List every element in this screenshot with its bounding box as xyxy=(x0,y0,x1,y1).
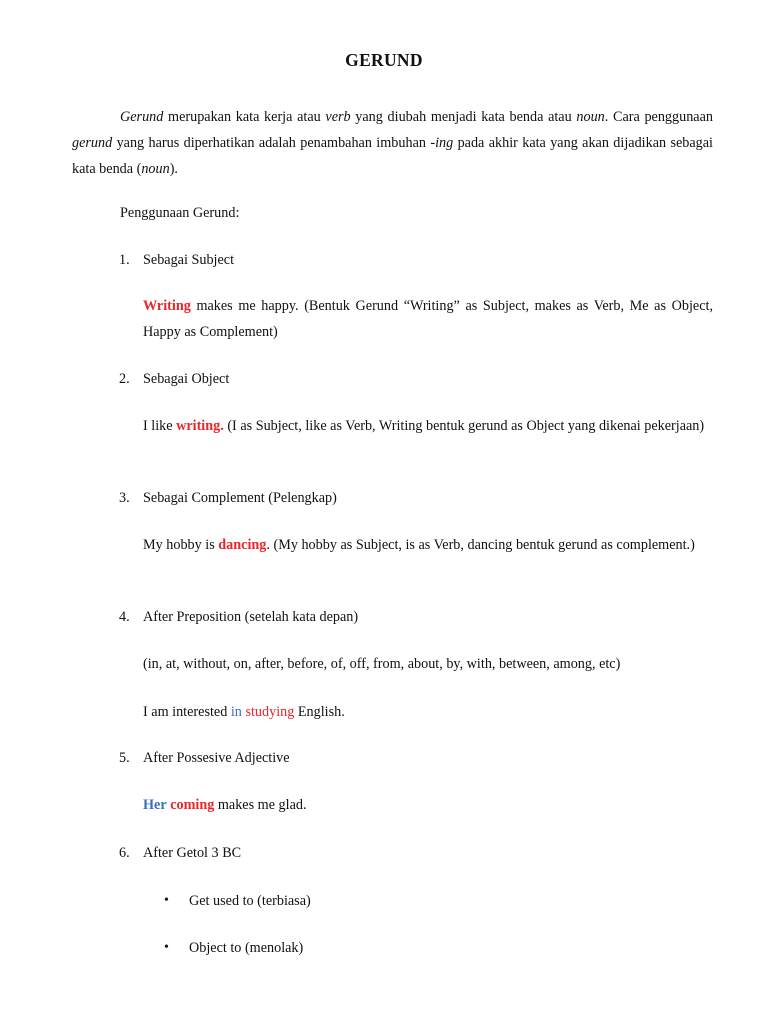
intro-text: ). xyxy=(169,161,178,177)
example-text: makes me happy. (Bentuk Gerund “Writing” as Subject, makes as Verb, Me as Object, Happy as Complement) xyxy=(143,298,713,340)
intro-text: merupakan kata kerja atau xyxy=(163,109,326,125)
example-text: I am interested xyxy=(143,704,231,720)
gerund-highlight: studying xyxy=(245,704,295,720)
example-2 xyxy=(143,413,713,439)
item-heading: After Getol 3 BC xyxy=(143,845,242,861)
gerund-highlight: writing. xyxy=(176,418,224,434)
item-heading: Sebagai Subject xyxy=(143,252,235,268)
intro-term: gerund xyxy=(72,135,113,151)
intro-text: yang diubah menjadi kata benda atau xyxy=(350,109,577,125)
item-heading: After Preposition (setelah kata depan) xyxy=(143,609,359,625)
intro-term: Gerund xyxy=(120,109,164,125)
example-text: My hobby is xyxy=(143,537,219,553)
item-number: 3. xyxy=(119,490,130,506)
item-number: 2. xyxy=(119,371,130,387)
example-1 xyxy=(143,293,713,345)
bullet-item: Object to (menolak) xyxy=(189,940,304,956)
usage-heading: Penggunaan Gerund: xyxy=(120,205,240,221)
example-4 xyxy=(143,699,345,725)
intro-text: . Cara penggunaan xyxy=(604,109,713,125)
intro-text: yang harus diperhatikan adalah penambahan imbuhan - xyxy=(112,135,436,151)
preposition-list: (in, at, without, on, after, before, of, off, from, about, by, with, between, among, etc) xyxy=(143,656,621,672)
bullet-dot-icon: • xyxy=(164,893,169,908)
gerund-highlight: coming xyxy=(170,797,215,813)
intro-term: noun xyxy=(576,109,605,125)
intro-paragraph xyxy=(72,104,713,182)
gerund-highlight: dancing xyxy=(218,537,267,553)
example-text: English. xyxy=(294,704,345,720)
example-text: (I as Subject, like as Verb, Writing bentuk gerund as Object yang dikenai pekerjaan) xyxy=(223,418,705,434)
bullet-dot-icon: • xyxy=(164,940,169,955)
item-heading: Sebagai Object xyxy=(143,371,230,387)
intro-term: ing xyxy=(435,135,454,151)
possessive-highlight: Her xyxy=(143,797,167,813)
example-text: I like xyxy=(143,418,177,434)
item-number: 5. xyxy=(119,750,130,766)
example-text: makes me glad. xyxy=(214,797,307,813)
example-text: . (My hobby as Subject, is as Verb, dancing bentuk gerund as complement.) xyxy=(266,537,695,553)
intro-text: pada akhir kata yang akan dijadikan sebagai kata benda ( xyxy=(72,135,714,177)
gerund-highlight: Writing xyxy=(143,298,191,314)
item-heading: After Possesive Adjective xyxy=(143,750,290,766)
item-heading: Sebagai Complement (Pelengkap) xyxy=(143,490,337,506)
item-number: 6. xyxy=(119,845,130,861)
intro-term: noun xyxy=(141,161,170,177)
item-number: 1. xyxy=(119,252,130,268)
example-3 xyxy=(143,532,713,558)
item-number: 4. xyxy=(119,609,130,625)
intro-term: verb xyxy=(325,109,351,125)
example-5 xyxy=(143,792,307,818)
page-title: GERUND xyxy=(345,50,423,70)
bullet-item: Get used to (terbiasa) xyxy=(189,893,311,909)
preposition-highlight: in xyxy=(230,704,242,720)
